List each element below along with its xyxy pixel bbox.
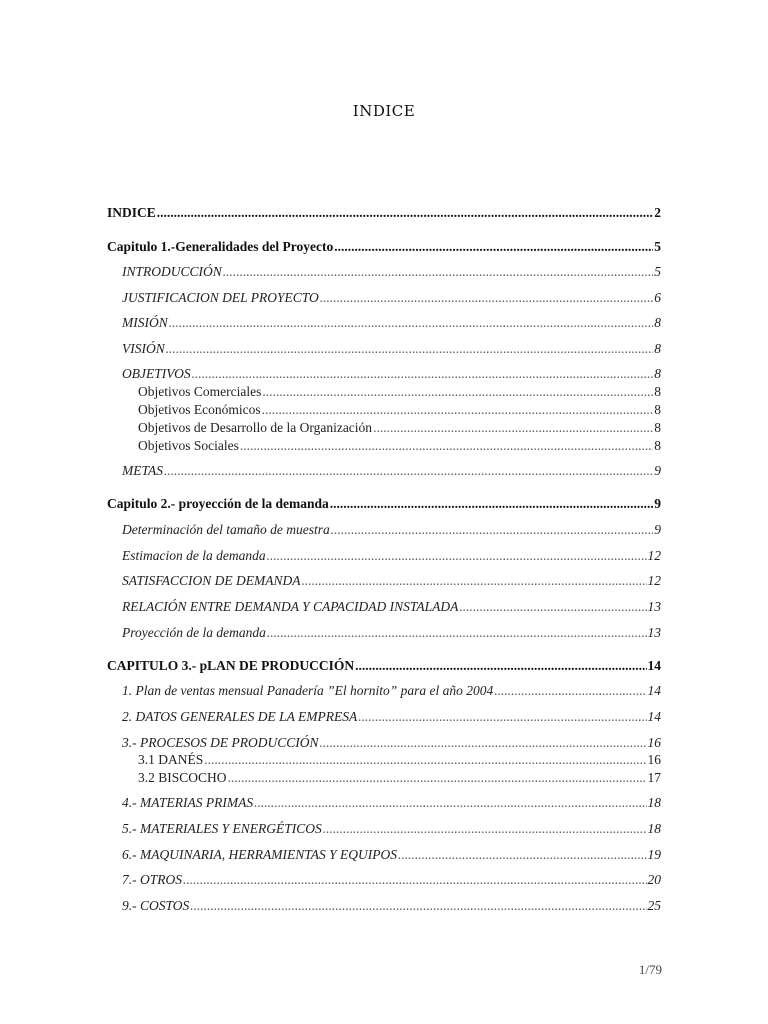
dot-leader — [358, 710, 646, 724]
toc-entry-vision[interactable] — [122, 342, 661, 356]
toc-entry-indice[interactable] — [107, 206, 661, 220]
toc-entry-otros[interactable] — [122, 873, 661, 887]
toc-entry-label: VISIÓN — [122, 341, 165, 356]
dot-leader — [254, 796, 646, 810]
dot-leader — [204, 753, 646, 767]
toc-entry-label: JUSTIFICACION DEL PROYECTO — [122, 290, 319, 305]
toc-entry-label: Capitulo 2.- proyección de la demanda — [107, 496, 329, 511]
dot-leader — [398, 848, 647, 862]
toc-entry-page: 8 — [654, 366, 661, 381]
toc-entry-capitulo-3[interactable] — [107, 659, 661, 673]
toc-entry-label: 3.2 BISCOCHO — [138, 770, 227, 785]
toc-entry-label: 6.- MAQUINARIA, HERRAMIENTAS Y EQUIPOS — [122, 847, 397, 862]
dot-leader — [223, 265, 653, 279]
toc-entry-page: 13 — [647, 625, 661, 640]
dot-leader — [373, 421, 653, 435]
toc-entry-page: 9 — [654, 496, 661, 511]
toc-entry-estimacion-demanda[interactable] — [122, 549, 661, 563]
toc-entry-label: 5.- MATERIALES Y ENERGÉTICOS — [122, 821, 322, 836]
toc-entry-metas[interactable] — [122, 464, 661, 478]
toc-entry-page: 14 — [647, 683, 661, 698]
toc-entry-introduccion[interactable] — [122, 265, 661, 279]
toc-entry-label: 3.1 DANÉS — [138, 752, 204, 767]
toc-entry-label: 1. Plan de ventas mensual Panadería ”El hornito” para el año 2004 — [122, 683, 494, 698]
toc-entry-objetivos-economicos[interactable] — [138, 403, 661, 417]
toc-entry-materiales-energeticos[interactable] — [122, 822, 661, 836]
toc-entry-datos-generales[interactable] — [122, 710, 661, 724]
toc-entry-page: 16 — [647, 752, 661, 767]
page-indicator: 1/79 — [638, 962, 662, 977]
toc-entry-page: 18 — [647, 821, 661, 836]
page-title: INDICE — [352, 102, 416, 121]
toc-entry-page: 25 — [647, 898, 661, 913]
toc-entry-label: 9.- COSTOS — [122, 898, 190, 913]
toc-entry-page: 8 — [654, 402, 661, 417]
toc-entry-objetivos-comerciales[interactable] — [138, 385, 661, 399]
toc-entry-label: Determinación del tamaño de muestra — [122, 522, 330, 537]
toc-entry-page: 16 — [647, 735, 661, 750]
toc-entry-label: SATISFACCION DE DEMANDA — [122, 573, 301, 588]
toc-entry-label: CAPITULO 3.- pLAN DE PRODUCCIÓN — [107, 658, 355, 673]
toc-entry-page: 14 — [647, 658, 661, 673]
toc-entry-justificacion[interactable] — [122, 291, 661, 305]
toc-entry-maquinaria[interactable] — [122, 848, 661, 862]
toc-entry-page: 8 — [654, 341, 661, 356]
dot-leader — [240, 439, 653, 453]
dot-leader — [166, 342, 654, 356]
toc-entry-page: 12 — [647, 573, 661, 588]
toc-entry-page: 6 — [654, 290, 661, 305]
dot-leader — [267, 626, 647, 640]
toc-entry-page: 19 — [647, 847, 661, 862]
toc-entry-label: Proyección de la demanda — [122, 625, 266, 640]
dot-leader — [192, 367, 654, 381]
toc-entry-materias-primas[interactable] — [122, 796, 661, 810]
dot-leader — [164, 464, 653, 478]
toc-entry-page: 17 — [647, 770, 661, 785]
toc-entry-page: 20 — [647, 872, 661, 887]
dot-leader — [183, 873, 647, 887]
toc-entry-label: 7.- OTROS — [122, 872, 182, 887]
toc-entry-page: 18 — [647, 795, 661, 810]
toc-entry-label: RELACIÓN ENTRE DEMANDA Y CAPACIDAD INSTALADA — [122, 599, 459, 614]
dot-leader — [262, 403, 654, 417]
dot-leader — [190, 899, 646, 913]
dot-leader — [330, 497, 653, 511]
toc-entry-costos[interactable] — [122, 899, 661, 913]
toc-entry-biscocho[interactable] — [138, 771, 661, 785]
toc-entry-label: INDICE — [107, 205, 156, 220]
toc-entry-label: INTRODUCCIÓN — [122, 264, 222, 279]
toc-entry-mision[interactable] — [122, 316, 661, 330]
dot-leader — [355, 659, 646, 673]
toc-entry-page: 9 — [654, 522, 661, 537]
toc-entry-objetivos[interactable] — [122, 367, 661, 381]
toc-entry-page: 8 — [654, 315, 661, 330]
toc-entry-objetivos-desarrollo[interactable] — [138, 421, 661, 435]
toc-entry-label: 3.- PROCESOS DE PRODUCCIÓN — [122, 735, 319, 750]
toc-entry-proyeccion-demanda[interactable] — [122, 626, 661, 640]
toc-entry-page: 8 — [654, 438, 661, 453]
toc-entry-tamano-muestra[interactable] — [122, 523, 661, 537]
dot-leader — [169, 316, 654, 330]
toc-entry-label: Capitulo 1.-Generalidades del Proyecto — [107, 239, 334, 254]
toc-entry-label: Estimacion de la demanda — [122, 548, 266, 563]
toc-entry-procesos-produccion[interactable] — [122, 736, 661, 750]
toc-entry-page: 13 — [647, 599, 661, 614]
toc-entry-label: OBJETIVOS — [122, 366, 191, 381]
toc-entry-objetivos-sociales[interactable] — [138, 439, 661, 453]
toc-entry-page: 5 — [654, 264, 661, 279]
toc-entry-label: MISIÓN — [122, 315, 168, 330]
dot-leader — [494, 684, 646, 698]
toc-entry-page: 8 — [654, 420, 661, 435]
toc-entry-page: 9 — [654, 463, 661, 478]
toc-entry-label: 4.- MATERIAS PRIMAS — [122, 795, 254, 810]
toc-entry-relacion-demanda[interactable] — [122, 600, 661, 614]
dot-leader — [323, 822, 647, 836]
toc-entry-label: METAS — [122, 463, 163, 478]
toc-entry-plan-ventas[interactable] — [122, 684, 661, 698]
dot-leader — [320, 291, 653, 305]
dot-leader — [262, 385, 653, 399]
dot-leader — [331, 523, 654, 537]
toc-entry-danes[interactable] — [138, 753, 661, 767]
toc-entry-page: 5 — [654, 239, 661, 254]
dot-leader — [228, 771, 647, 785]
toc-entry-label: Objetivos de Desarrollo de la Organización — [138, 420, 373, 435]
toc-entry-page: 8 — [654, 384, 661, 399]
toc-entry-page: 14 — [647, 709, 661, 724]
toc-entry-label: Objetivos Comerciales — [138, 384, 262, 399]
toc-entry-label: 2. DATOS GENERALES DE LA EMPRESA — [122, 709, 358, 724]
dot-leader — [319, 736, 646, 750]
dot-leader — [334, 240, 653, 254]
dot-leader — [157, 206, 653, 220]
toc-entry-page: 2 — [654, 205, 661, 220]
toc-entry-satisfaccion-demanda[interactable] — [122, 574, 661, 588]
toc-entry-capitulo-1[interactable] — [107, 240, 661, 254]
toc-entry-page: 12 — [647, 548, 661, 563]
toc-entry-label: Objetivos Económicos — [138, 402, 261, 417]
dot-leader — [302, 574, 647, 588]
dot-leader — [267, 549, 647, 563]
toc-entry-label: Objetivos Sociales — [138, 438, 239, 453]
dot-leader — [459, 600, 646, 614]
toc-entry-capitulo-2[interactable] — [107, 497, 661, 511]
